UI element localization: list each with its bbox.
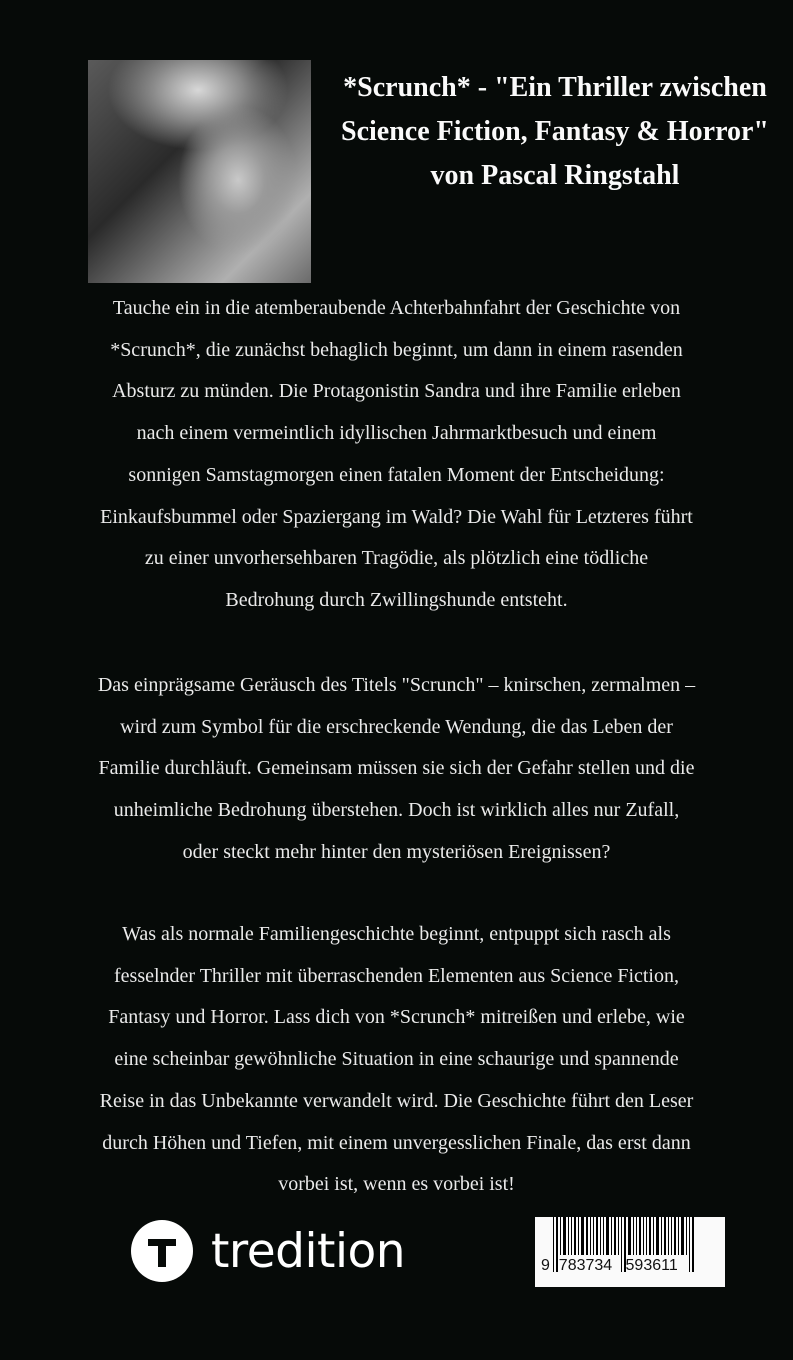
book-title xyxy=(322,66,788,198)
barcode-bar xyxy=(578,1217,579,1255)
barcode-bar xyxy=(661,1217,662,1255)
barcode-bar xyxy=(581,1217,584,1255)
blurb-line: Was als normale Familiengeschichte beginnt, entpuppt sich rasch als xyxy=(122,923,671,945)
barcode-bar xyxy=(653,1217,654,1255)
isbn-barcode xyxy=(535,1217,725,1287)
barcode-bar xyxy=(646,1217,647,1255)
blurb-line: oder steckt mehr hinter den mysteriösen Ereignissen? xyxy=(182,840,611,863)
blurb-line: fesselnder Thriller mit überraschenden Elementen aus Science Fiction, xyxy=(114,964,679,987)
barcode-bar xyxy=(574,1217,576,1255)
author-line: von Pascal Ringstahl xyxy=(430,160,680,191)
barcode-bar xyxy=(586,1217,588,1255)
barcode-bar xyxy=(563,1217,566,1255)
blurb-line: nach einem vermeintlich idyllischen Jahrmarktbesuch und einem xyxy=(136,422,657,445)
barcode-bar xyxy=(593,1217,594,1255)
blurb-line: unheimliche Bedrohung überstehen. Doch ist wirklich alles nur Zufall, xyxy=(113,799,680,822)
barcode-bar xyxy=(671,1217,672,1255)
blurb-line: Einkaufsbummel oder Spaziergang im Wald? Die Wahl für Letzteres führt xyxy=(100,505,693,528)
blurb-line: wird zum Symbol für die erschreckende Wendung, die das Leben der xyxy=(120,715,673,738)
blurb-paragraph-3 xyxy=(40,914,753,1206)
barcode-bar xyxy=(633,1217,634,1255)
blurb-paragraph-1 xyxy=(40,288,753,622)
blurb-line: vorbei ist, wenn es vorbei ist! xyxy=(278,1173,515,1196)
publisher-name: tredition xyxy=(211,1223,406,1279)
barcode-bar xyxy=(611,1217,612,1255)
barcode-bar xyxy=(590,1217,591,1255)
barcode-bar xyxy=(678,1217,679,1255)
barcode-bar xyxy=(606,1217,609,1255)
barcode-bar xyxy=(600,1217,601,1255)
barcode-bar xyxy=(681,1217,684,1255)
barcode-bar xyxy=(689,1217,690,1272)
barcode-bar xyxy=(618,1217,619,1255)
barcode-bar xyxy=(560,1217,561,1255)
barcode-digits: 9 783734 593611 xyxy=(541,1257,678,1274)
blurb-line: eine scheinbar gewöhnliche Situation in eine schaurige und spannende xyxy=(114,1048,679,1071)
barcode-bar xyxy=(628,1217,631,1255)
blurb-line: Familie durchläuft. Gemeinsam müssen sie sich der Gefahr stellen und die xyxy=(98,757,695,780)
tredition-logo-icon xyxy=(131,1220,193,1282)
barcode-bar xyxy=(656,1217,659,1255)
blurb-line: *Scrunch*, die zunächst behaglich beginnt, um dann in einem rasenden xyxy=(110,338,683,361)
barcode-bar xyxy=(596,1217,598,1255)
barcode-bar xyxy=(674,1217,676,1255)
title-line: *Scrunch* - "Ein Thriller zwischen xyxy=(343,72,767,103)
barcode-bar xyxy=(643,1217,644,1255)
barcode-bar xyxy=(603,1217,604,1255)
barcode-bar xyxy=(571,1217,572,1255)
blurb-line: Tauche ein in die atemberaubende Achterbahnfahrt der Geschichte von xyxy=(112,297,681,319)
blurb-line: sonnigen Samstagmorgen einen fatalen Moment der Entscheidung: xyxy=(128,463,665,486)
blurb-line: Absturz zu münden. Die Protagonistin Sandra und ihre Familie erleben xyxy=(112,380,681,403)
blurb-line: Das einprägsame Geräusch des Titels "Scrunch" – knirschen, zermalmen – xyxy=(97,674,696,696)
author-photo xyxy=(88,60,311,283)
barcode-bar xyxy=(636,1217,637,1255)
barcode-bar xyxy=(686,1217,687,1255)
blurb-line: Reise in das Unbekannte verwandelt wird. Die Geschichte führt den Leser xyxy=(99,1089,694,1112)
barcode-bar xyxy=(649,1217,651,1255)
barcode-bar xyxy=(568,1217,569,1255)
barcode-bar xyxy=(639,1217,641,1255)
barcode-bar xyxy=(664,1217,666,1255)
barcode-bar xyxy=(668,1217,669,1255)
barcode-bar xyxy=(614,1217,616,1255)
publisher-logo xyxy=(131,1220,405,1282)
blurb-line: durch Höhen und Tiefen, mit einem unvergesslichen Finale, das erst dann xyxy=(102,1131,691,1154)
blurb-paragraph-2 xyxy=(40,665,753,874)
blurb-line: zu einer unvorhersehbaren Tragödie, als plötzlich eine tödliche xyxy=(144,547,649,570)
blurb-line: Fantasy und Horror. Lass dich von *Scrunch* mitreißen und erlebe, wie xyxy=(108,1006,685,1029)
blurb-line: Bedrohung durch Zwillingshunde entsteht. xyxy=(225,588,568,611)
title-line: Science Fiction, Fantasy & Horror" xyxy=(341,116,769,147)
barcode-bar xyxy=(692,1217,694,1272)
